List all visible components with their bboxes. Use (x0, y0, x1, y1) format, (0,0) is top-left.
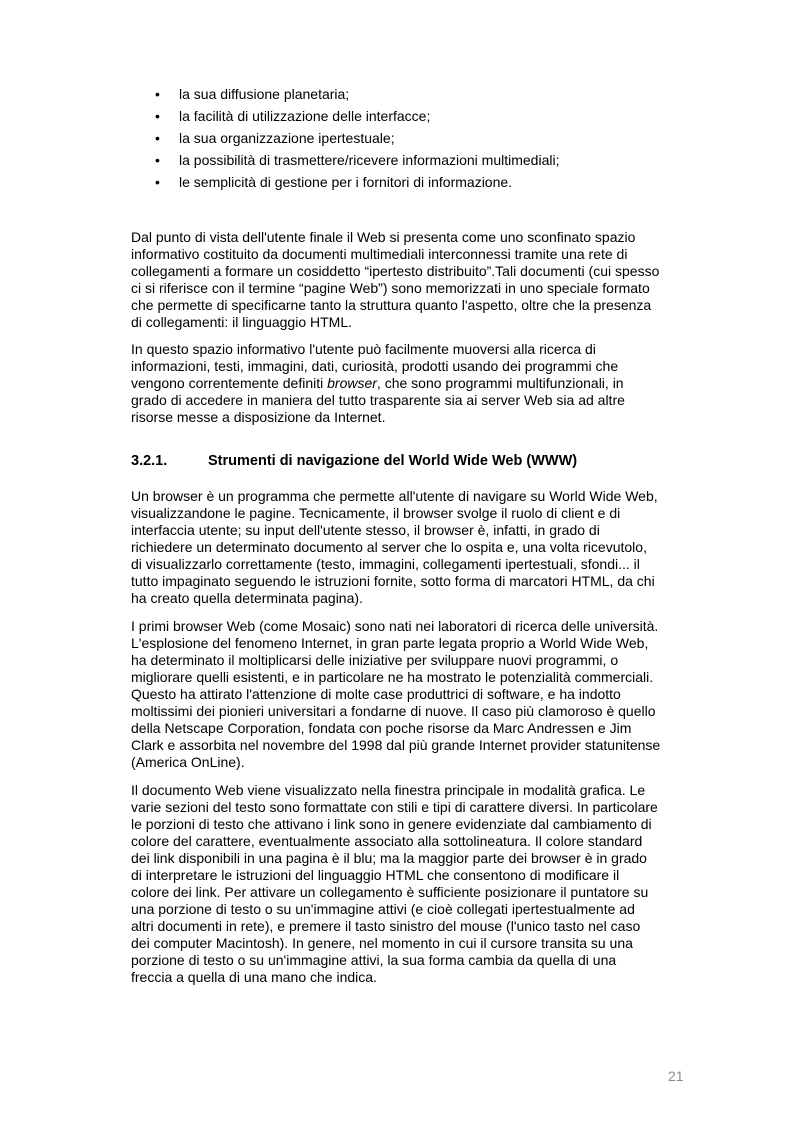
bullet-list (155, 83, 675, 193)
bullet-item: • le semplicità di gestione per i fornitori di informazione. (155, 171, 675, 193)
page-number: 21 (668, 1068, 684, 1084)
bullet-dot: • (155, 174, 160, 190)
paragraph-web-space: Dal punto di vista dell'utente finale il Web si presenta come uno sconfinato spazio informativo costituito da documenti multimediali interconnessi tramite una rete di collegamenti a formare un cosiddetto “ipertesto distribuito”.Tali documenti (cui spesso ci si riferisce con il termine “pagine Web”) sono memorizzati in uno speciale formato che permette di specificarne tanto la struttura quanto l'aspetto, oltre che la presenza di collegamenti: il linguaggio HTML. (131, 229, 660, 330)
section-heading (131, 452, 577, 470)
bullet-item: • la facilità di utilizzazione delle interfacce; (155, 105, 675, 127)
paragraph-browser-history: I primi browser Web (come Mosaic) sono nati nei laboratori di ricerca delle università. L'esplosione del fenomeno Internet, in gran parte legata proprio a World Wide Web, ha determinato il moltiplicarsi delle iniziative per sviluppare nuovi programmi, o migliorare quelli esistenti, e in particolare ne ha mostrato le potenzialità commerciali. Questo ha attirato l'attenzione di molte case produttrici di software, e ha indotto moltissimi dei pionieri universitari a fondarne di nuove. Il caso più clamoroso è quello della Netscape Corporation, fondata con poche risorse da Marc Andressen e Jim Clark e assorbita nel novembre del 1998 dal più grande Internet provider statunitense (America OnLine). (131, 618, 661, 770)
bullet-dot: • (155, 86, 160, 102)
section-number: 3.2.1. (131, 453, 168, 469)
italic-term: browser (327, 375, 377, 391)
bullet-item: • la sua organizzazione ipertestuale; (155, 127, 675, 149)
paragraph-document-display: Il documento Web viene visualizzato nella finestra principale in modalità grafica. Le varie sezioni del testo sono formattate con stili e tipi di carattere diversi. In particolare le porzioni di testo che attivano i link sono in genere evidenziate dal cambiamento di colore del carattere, eventualmente associato alla sottolineatura. Il colore standard dei link disponibili in una pagina è il blu; ma la maggior parte dei browser è in grado di interpretare le istruzioni del linguaggio HTML che consentono di modificare il colore dei link. Per attivare un collegamento è sufficiente posizionare il puntatore su una porzione di testo o su un'immagine attivi (e cioè collegati ipertestualmente ad altri documenti in rete), e premere il tasto sinistro del mouse (l'unico tasto nel caso dei computer Macintosh). In genere, nel momento in cui il cursore transita su una porzione di testo o su un'immagine attivi, la sua forma cambia da quella di una freccia a quella di una mano che indica. (131, 782, 658, 985)
paragraph-browser-definition: Un browser è un programma che permette all'utente di navigare su World Wide Web, visualizzandone le pagine. Tecnicamente, il browser svolge il ruolo di client e di interfaccia utente; su input dell'utente stesso, il browser è, infatti, in grado di richiedere un determinato documento al server che lo ospita e, una volta ricevutolo, di visualizzarlo correttamente (testo, immagini, collegamenti ipertestuali, sfondi... il tutto impaginato seguendo le istruzioni fornite, sotto forma di marcatori HTML, da chi ha creato quella determinata pagina). (131, 488, 658, 606)
bullet-dot: • (155, 152, 160, 168)
paragraph-browser-intro: In questo spazio informativo l'utente può facilmente muoversi alla ricerca di informazioni, testi, immagini, dati, curiosità, prodotti usando dei programmi che vengono correntemente definiti browser, che sono programmi multifunzionali, in grado di accedere in maniera del tutto trasparente sia ai server Web sia ad altre risorse messe a disposizione da Internet. (131, 341, 625, 425)
bullet-item: • la sua diffusione planetaria; (155, 83, 675, 105)
bullet-dot: • (155, 108, 160, 124)
bullet-item: • la possibilità di trasmettere/ricevere informazioni multimediali; (155, 149, 675, 171)
bullet-dot: • (155, 130, 160, 146)
section-title: Strumenti di navigazione del World Wide Web (WWW) (208, 453, 578, 469)
